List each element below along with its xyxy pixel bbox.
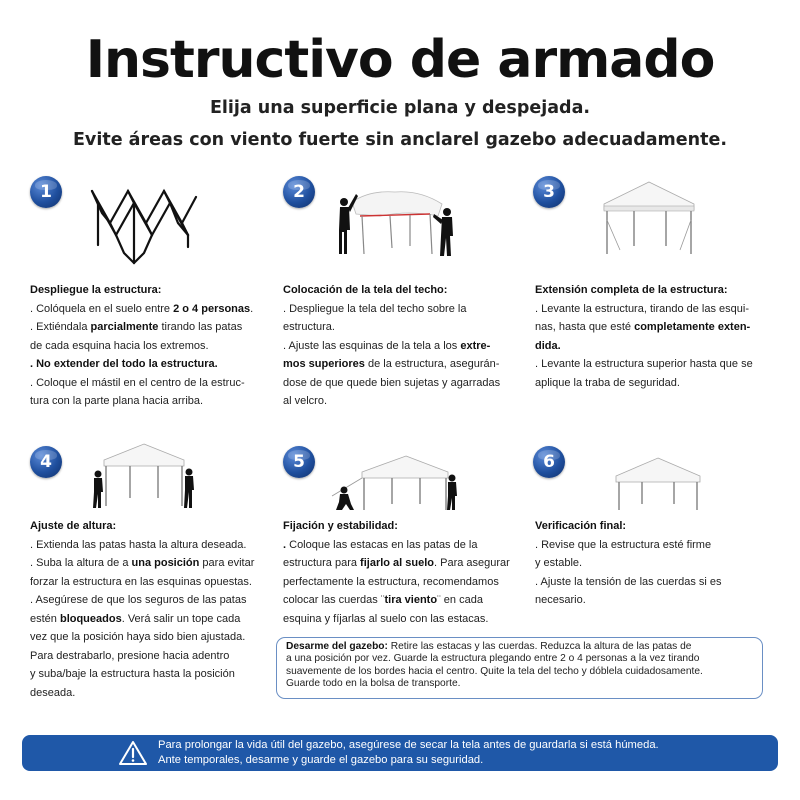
step-5-line: colocar las cuerdas ¨tira viento¨ en cada [283, 594, 483, 606]
step-3-tent-illustration [598, 180, 700, 256]
step-2-canopy-illustration [330, 180, 460, 258]
step-2-line: estructura. [283, 321, 335, 333]
warning-line-2: Ante temporales, desarme y guarde el gazebo para su seguridad. [158, 753, 484, 766]
step-6-line: y estable. [535, 557, 583, 569]
step-4-badge: 4 [30, 446, 62, 478]
step-1-line: . Extiéndala parcialmente tirando las patas [30, 321, 243, 333]
step-2-line: al velcro. [283, 395, 328, 407]
step-4-adjust-illustration [88, 442, 200, 510]
step-6-line: necesario. [535, 594, 586, 606]
warning-banner [22, 735, 778, 771]
step-5-line: esquina y fíjarlas al suelo con las estacas. [283, 612, 489, 625]
step-3-line: aplique la traba de seguridad. [535, 376, 680, 389]
step-5-badge: 5 [283, 446, 315, 478]
step-1-badge: 1 [30, 176, 62, 208]
step-5-line: perfectamente la estructura, recomendamos [283, 575, 499, 588]
subtitle-surface: Elija una superficie plana y despejada. [209, 98, 591, 118]
step-3-heading: Extensión completa de la estructura: [535, 284, 728, 296]
step-4-line: . Extienda las patas hasta la altura deseada. [30, 538, 247, 551]
step-6-line: . Ajuste la tensión de las cuerdas si es [535, 575, 722, 588]
step-2-heading: Colocación de la tela del techo: [283, 284, 448, 296]
step-4-line: estén bloqueados. Verá salir un tope cada [30, 612, 241, 625]
step-4-line: Para destrabarlo, presione hacia adentro [30, 649, 230, 662]
warning-triangle-icon [118, 740, 148, 766]
step-2-line: dose de que quede bien sujetas y agarradas [283, 376, 501, 389]
step-1-line: . Colóquela en el suelo entre 2 o 4 personas. [30, 302, 254, 315]
step-3-line: . Levante la estructura superior hasta que se [535, 358, 753, 370]
subtitle-wind: Evite áreas con viento fuerte sin anclarel gazebo adecuadamente. [72, 130, 728, 150]
step-3-line: . Levante la estructura, tirando de las esqui- [535, 302, 750, 315]
step-3-line: nas, hasta que esté completamente exten- [535, 321, 751, 333]
desarme-line: a una posición por vez. Guarde la estructura plegando entre 2 o 4 personas a la vez tirando [286, 653, 700, 665]
step-3-badge: 3 [533, 176, 565, 208]
step-2-line: . Ajuste las esquinas de la tela a los extre- [283, 339, 491, 352]
step-1-line: . No extender del todo la estructura. [30, 358, 218, 370]
step-4-line: y suba/baje la estructura hasta la posición [30, 668, 235, 680]
step-5-line: estructura para fijarlo al suelo. Para asegurar [283, 557, 510, 569]
step-1-line: . Coloque el mástil en el centro de la estruc- [30, 376, 245, 389]
step-6-line: . Revise que la estructura esté firme [535, 538, 712, 551]
desarme-line: suavemente de los bordes hacia el centro. Quite la tela del techo y dóblela cuidadosamente. [286, 665, 703, 677]
step-3-line: dida. [535, 339, 561, 352]
desarme-line: Guarde todo en la bolsa de transporte. [286, 678, 461, 690]
step-2-badge: 2 [283, 176, 315, 208]
step-2-line: mos superiores de la estructura, asegurán- [283, 358, 500, 370]
step-4-heading: Ajuste de altura: [30, 520, 117, 532]
step-4-line: . Suba la altura de a una posición para evitar [30, 557, 255, 569]
warning-text [158, 738, 758, 767]
step-4-line: . Asegúrese de que los seguros de las patas [30, 594, 247, 606]
step-2-line: . Despliegue la tela del techo sobre la [283, 302, 467, 315]
step-4-line: deseada. [30, 686, 76, 699]
step-4-line: vez que la posición haya sido bien ajustada. [30, 631, 246, 643]
step-1-frame-illustration [88, 183, 200, 273]
step-5-heading: Fijación y estabilidad: [283, 520, 398, 532]
step-1-heading: Despliegue la estructura: [30, 284, 162, 296]
step-1-line: de cada esquina hacia los extremos. [30, 339, 209, 352]
step-5-stake-illustration [330, 452, 462, 512]
desarme-box [276, 637, 763, 699]
step-6-heading: Verificación final: [535, 520, 627, 532]
step-6-tent-illustration [612, 456, 704, 512]
desarme-line: Desarme del gazebo: Retire las estacas y las cuerdas. Reduzca la altura de las patas de [286, 641, 692, 652]
step-4-line: forzar la estructura en las esquinas opuestas. [30, 575, 252, 588]
step-5-line: . Coloque las estacas en las patas de la [283, 538, 478, 551]
page-title: Instructivo de armado [85, 30, 715, 90]
warning-line-1: Para prolongar la vida útil del gazebo, asegúrese de secar la tela antes de guardarla si está húmeda. [158, 739, 659, 751]
step-1-line: tura con la parte plana hacia arriba. [30, 395, 204, 407]
step-6-badge: 6 [533, 446, 565, 478]
